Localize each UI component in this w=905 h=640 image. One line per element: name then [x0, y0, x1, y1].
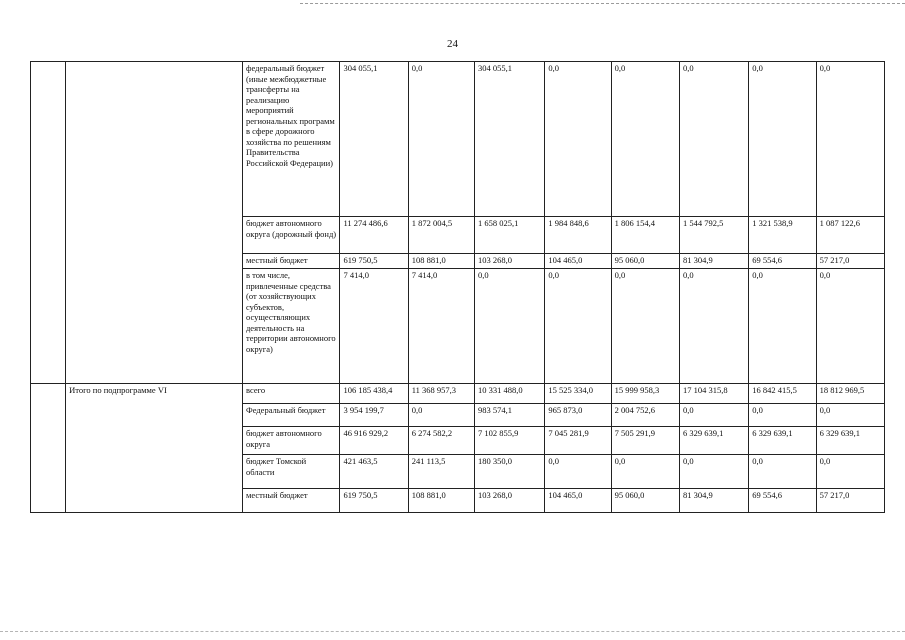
value-cell: 304 055,1 — [475, 62, 545, 217]
row-label: бюджет автономного округа — [242, 427, 339, 455]
value-cell: 0,0 — [816, 455, 884, 489]
budget-table — [30, 61, 885, 513]
row-label: бюджет Томской области — [242, 455, 339, 489]
value-cell: 17 104 315,8 — [679, 384, 748, 404]
value-cell: 69 554,6 — [749, 254, 816, 269]
value-cell: 103 268,0 — [475, 489, 545, 513]
value-cell: 7 414,0 — [340, 269, 408, 384]
value-cell: 0,0 — [816, 62, 884, 217]
value-cell: 57 217,0 — [816, 254, 884, 269]
value-cell: 104 465,0 — [545, 489, 611, 513]
value-cell: 0,0 — [611, 455, 679, 489]
value-cell: 0,0 — [679, 404, 748, 427]
value-cell: 15 525 334,0 — [545, 384, 611, 404]
value-cell: 1 321 538,9 — [749, 217, 816, 254]
value-cell: 103 268,0 — [475, 254, 545, 269]
value-cell: 241 113,5 — [408, 455, 474, 489]
value-cell: 0,0 — [679, 62, 748, 217]
value-cell: 69 554,6 — [749, 489, 816, 513]
value-cell: 16 842 415,5 — [749, 384, 816, 404]
value-cell: 11 368 957,3 — [408, 384, 474, 404]
value-cell: 0,0 — [408, 62, 474, 217]
value-cell: 965 873,0 — [545, 404, 611, 427]
table-row — [31, 62, 885, 217]
subprogram-total-title: Итого по подпрограмме VI — [66, 384, 243, 513]
value-cell: 108 881,0 — [408, 254, 474, 269]
value-cell: 180 350,0 — [475, 455, 545, 489]
value-cell: 46 916 929,2 — [340, 427, 408, 455]
value-cell: 95 060,0 — [611, 254, 679, 269]
value-cell: 7 102 855,9 — [475, 427, 545, 455]
value-cell: 0,0 — [749, 269, 816, 384]
value-cell: 1 806 154,4 — [611, 217, 679, 254]
table-row — [31, 384, 885, 404]
value-cell: 81 304,9 — [679, 254, 748, 269]
value-cell: 6 329 639,1 — [749, 427, 816, 455]
value-cell: 0,0 — [749, 62, 816, 217]
value-cell: 619 750,5 — [340, 254, 408, 269]
page-number: 24 — [447, 38, 458, 50]
value-cell: 15 999 958,3 — [611, 384, 679, 404]
value-cell: 0,0 — [545, 269, 611, 384]
row-label: федеральный бюджет (иные межбюджетные трансферты на реализацию мероприятий региональных программ в сфере дорожного хозяйства по решениям Правительства Российской Федерации) — [242, 62, 339, 217]
value-cell: 10 331 488,0 — [475, 384, 545, 404]
value-cell: 7 505 291,9 — [611, 427, 679, 455]
value-cell: 983 574,1 — [475, 404, 545, 427]
value-cell: 0,0 — [749, 404, 816, 427]
value-cell: 0,0 — [611, 269, 679, 384]
value-cell: 0,0 — [545, 62, 611, 217]
value-cell: 7 045 281,9 — [545, 427, 611, 455]
value-cell: 3 954 199,7 — [340, 404, 408, 427]
value-cell: 81 304,9 — [679, 489, 748, 513]
value-cell: 106 185 438,4 — [340, 384, 408, 404]
value-cell: 304 055,1 — [340, 62, 408, 217]
row-label: бюджет автономного округа (дорожный фонд) — [242, 217, 339, 254]
value-cell: 6 329 639,1 — [816, 427, 884, 455]
empty-cell — [31, 62, 66, 384]
value-cell: 108 881,0 — [408, 489, 474, 513]
row-label: в том числе, привлеченные средства (от хозяйствующих субъектов, осуществляющих деятельность на территории автономного округа) — [242, 269, 339, 384]
value-cell: 1 087 122,6 — [816, 217, 884, 254]
value-cell: 1 984 848,6 — [545, 217, 611, 254]
row-label: Федеральный бюджет — [242, 404, 339, 427]
empty-cell — [66, 62, 243, 384]
value-cell: 0,0 — [545, 455, 611, 489]
row-label: местный бюджет — [242, 489, 339, 513]
row-label: всего — [242, 384, 339, 404]
value-cell: 0,0 — [475, 269, 545, 384]
value-cell: 0,0 — [408, 404, 474, 427]
scan-edge-bottom — [0, 631, 905, 632]
value-cell: 6 329 639,1 — [679, 427, 748, 455]
value-cell: 57 217,0 — [816, 489, 884, 513]
value-cell: 421 463,5 — [340, 455, 408, 489]
scan-edge-top — [300, 3, 905, 4]
value-cell: 0,0 — [816, 404, 884, 427]
value-cell: 0,0 — [679, 269, 748, 384]
value-cell: 104 465,0 — [545, 254, 611, 269]
value-cell: 2 004 752,6 — [611, 404, 679, 427]
value-cell: 1 658 025,1 — [475, 217, 545, 254]
value-cell: 0,0 — [611, 62, 679, 217]
value-cell: 1 544 792,5 — [679, 217, 748, 254]
row-label: местный бюджет — [242, 254, 339, 269]
empty-cell — [31, 384, 66, 513]
value-cell: 7 414,0 — [408, 269, 474, 384]
value-cell: 1 872 004,5 — [408, 217, 474, 254]
value-cell: 0,0 — [749, 455, 816, 489]
value-cell: 11 274 486,6 — [340, 217, 408, 254]
value-cell: 0,0 — [816, 269, 884, 384]
value-cell: 18 812 969,5 — [816, 384, 884, 404]
value-cell: 6 274 582,2 — [408, 427, 474, 455]
value-cell: 95 060,0 — [611, 489, 679, 513]
value-cell: 0,0 — [679, 455, 748, 489]
value-cell: 619 750,5 — [340, 489, 408, 513]
